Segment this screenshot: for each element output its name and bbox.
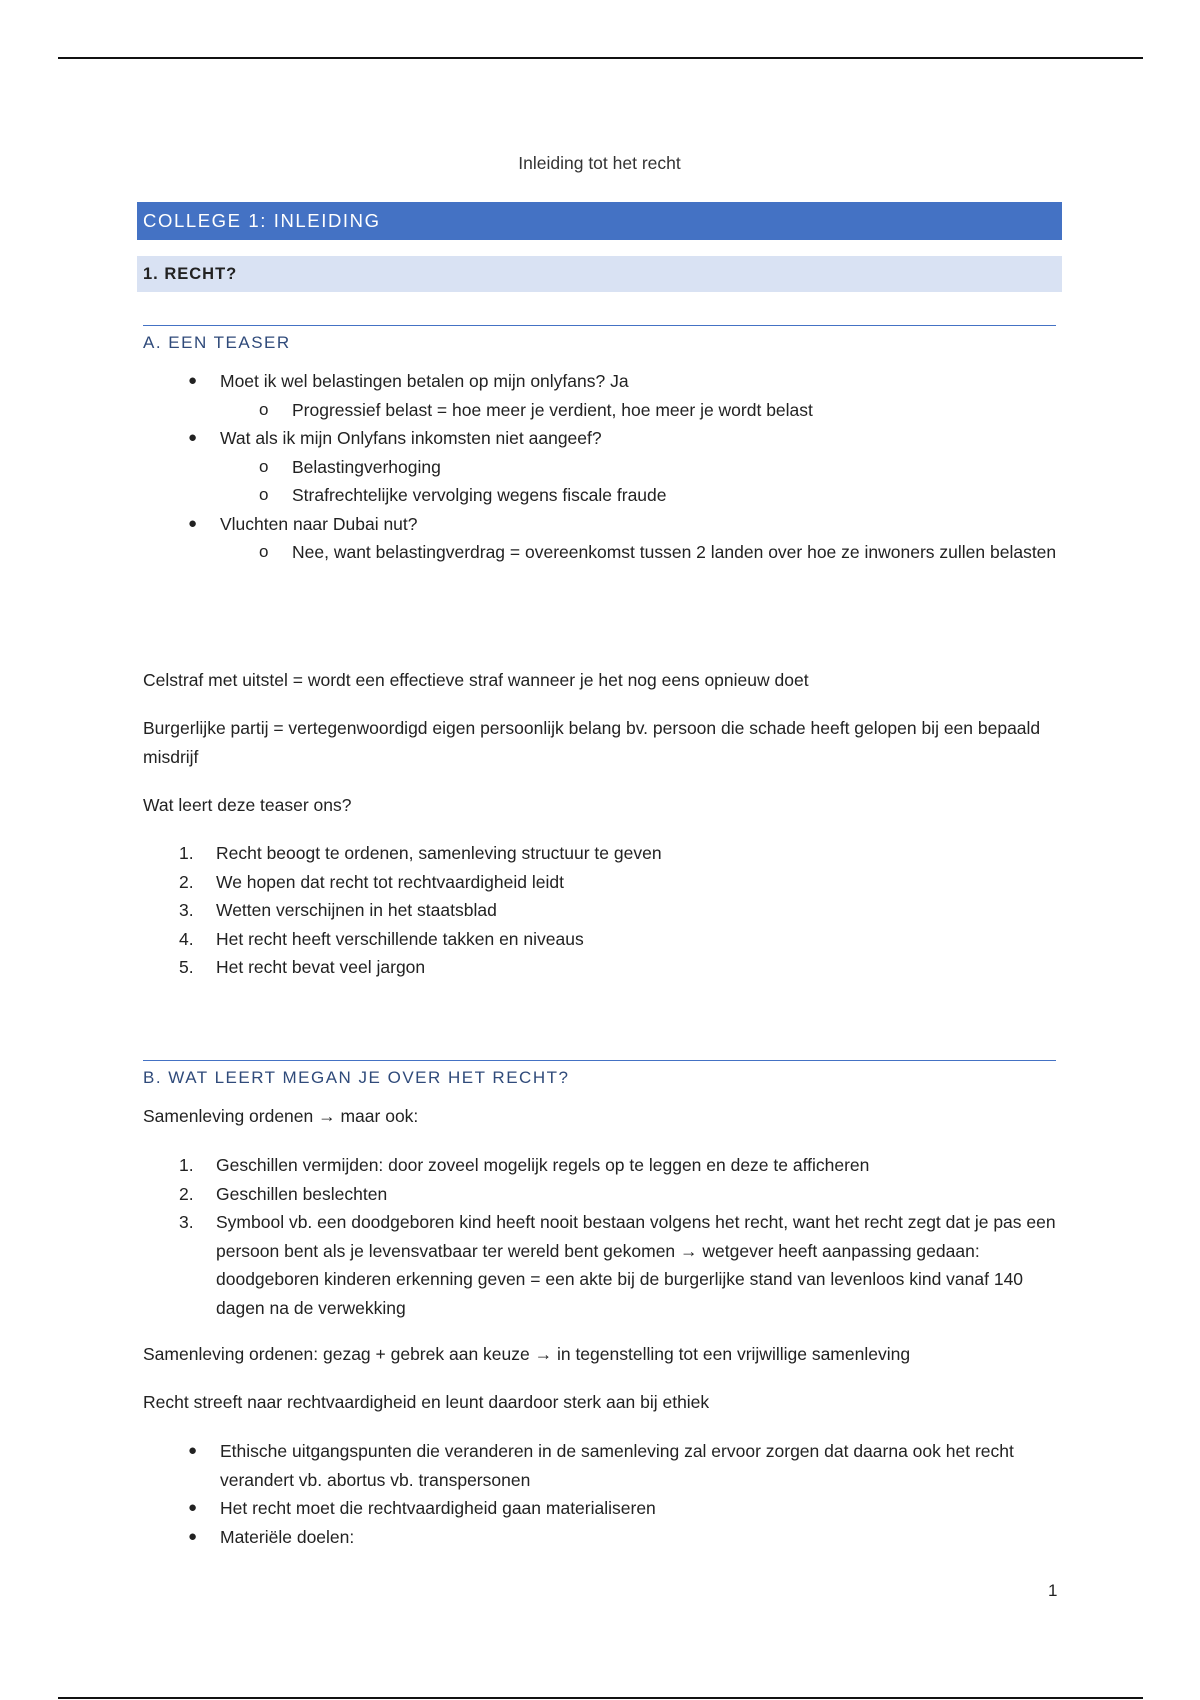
list-item: o Nee, want belastingverdrag = overeenkomst tussen 2 landen over hoe ze inwoners zullen belasten bbox=[259, 542, 1057, 562]
heading-wat-leert-megan: B. WAT LEERT MEGAN JE OVER HET RECHT? bbox=[143, 1060, 1056, 1088]
list-item: ● Materiële doelen: bbox=[188, 1526, 355, 1547]
list-item: 2. Geschillen beslechten bbox=[179, 1183, 388, 1204]
list-item: 3. Wetten verschijnen in het staatsblad bbox=[179, 900, 497, 920]
list-item: ● Wat als ik mijn Onlyfans inkomsten niet aangeef? bbox=[188, 428, 602, 448]
page-header-title: Inleiding tot het recht bbox=[518, 153, 681, 173]
paragraph-rechtvaardigheid: Recht streeft naar rechtvaardigheid en leunt daardoor sterk aan bij ethiek bbox=[143, 1392, 710, 1412]
list-item: 2. We hopen dat recht tot rechtvaardigheid leidt bbox=[179, 871, 564, 892]
list-item: ● Ethische uitgangspunten die veranderen in de samenleving zal ervoor zorgen dat daarna ook het recht verandert vb. abortus vb. transpersonen bbox=[188, 1441, 1014, 1490]
lessons-list bbox=[143, 839, 1058, 982]
list-item: ● Vluchten naar Dubai nut? bbox=[188, 513, 418, 534]
ethiek-list bbox=[143, 1437, 1058, 1551]
list-item: 1. Recht beoogt te ordenen, samenleving structuur te geven bbox=[179, 843, 662, 863]
list-item: o Belastingverhoging bbox=[259, 456, 441, 477]
list-item: o Progressief belast = hoe meer je verdient, hoe meer je wordt belast bbox=[259, 399, 813, 420]
list-item: 5. Het recht bevat veel jargon bbox=[179, 957, 426, 977]
page-number: 1 bbox=[1048, 1581, 1058, 1600]
heading-teaser: A. EEN TEASER bbox=[143, 325, 1056, 353]
heading-section-recht: 1. RECHT? bbox=[137, 256, 1062, 292]
list-item: 4. Het recht heeft verschillende takken en niveaus bbox=[179, 928, 584, 949]
bottom-rule bbox=[58, 1697, 1143, 1699]
list-item: ● Moet ik wel belastingen betalen op mijn onlyfans? Ja bbox=[188, 371, 629, 391]
teaser-list bbox=[143, 367, 1058, 567]
top-rule bbox=[58, 57, 1143, 59]
list-item: 3. Symbool vb. een doodgeboren kind heeft nooit bestaan volgens het recht, want het recht zegt dat je pas een persoon bent als je levensvatbaar ter wereld bent gekomen → wetgever heeft aanpassing gedaan: doodgeboren kinderen erkenning geven = een akte bij de burgerlijke stand van levenloos kind vanaf 140 dagen na de verwekking bbox=[179, 1212, 1056, 1318]
paragraph-teaser-question: Wat leert deze teaser ons? bbox=[143, 795, 352, 815]
paragraph-celstraf: Celstraf met uitstel = wordt een effectieve straf wanneer je het nog eens opnieuw doet bbox=[143, 670, 809, 690]
list-item: o Strafrechtelijke vervolging wegens fiscale fraude bbox=[259, 485, 667, 505]
ordenen-list bbox=[143, 1151, 1058, 1322]
heading-college: COLLEGE 1: INLEIDING bbox=[137, 202, 1062, 240]
list-item: ● Het recht moet die rechtvaardigheid gaan materialiseren bbox=[188, 1498, 656, 1518]
paragraph-samenleving-ordenen: Samenleving ordenen → maar ook: bbox=[143, 1106, 419, 1126]
paragraph-gezag: Samenleving ordenen: gezag + gebrek aan keuze → in tegenstelling tot een vrijwillige samenleving bbox=[143, 1344, 911, 1364]
paragraph-burgerlijke-partij: Burgerlijke partij = vertegenwoordigd eigen persoonlijk belang bv. persoon die schade heeft gelopen bij een bepaald misdrijf bbox=[143, 718, 1041, 767]
list-item: 1. Geschillen vermijden: door zoveel mogelijk regels op te leggen en deze te afficheren bbox=[179, 1155, 870, 1175]
